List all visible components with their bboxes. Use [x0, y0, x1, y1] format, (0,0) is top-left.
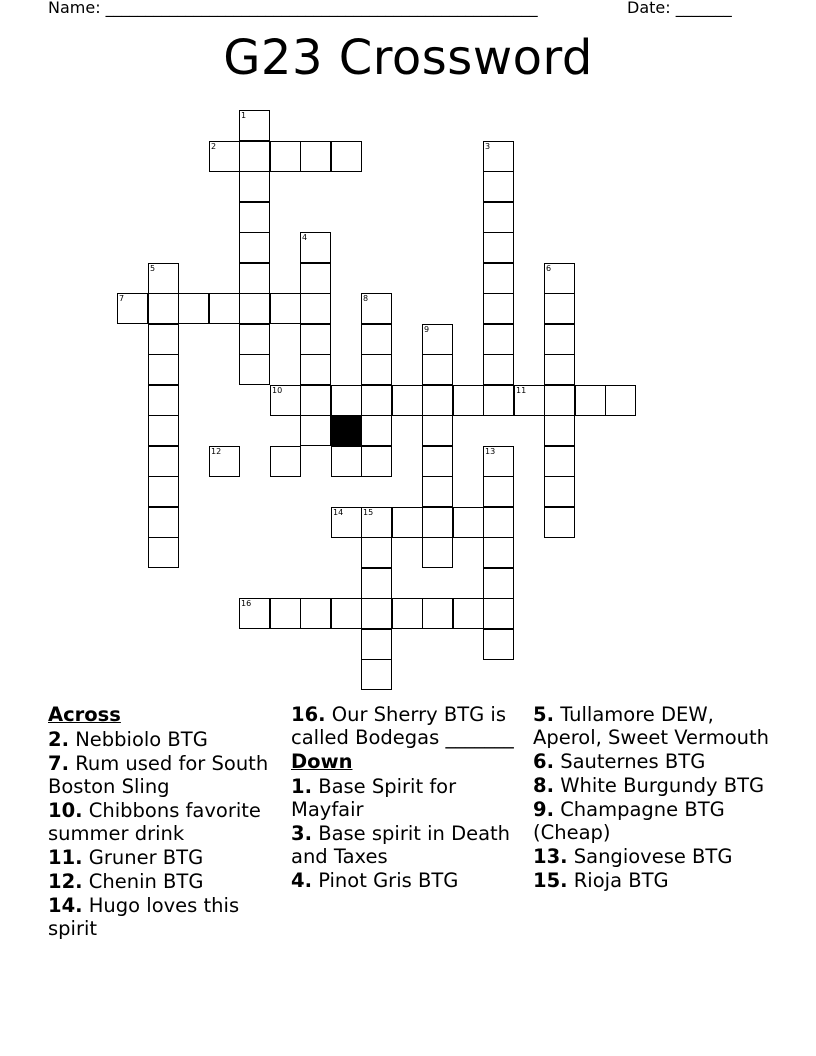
- clue-number-label: 14: [333, 508, 344, 517]
- clues-column-2: [291, 703, 529, 893]
- grid-cell[interactable]: [483, 507, 514, 538]
- clue-across-12: [48, 870, 286, 893]
- grid-cell[interactable]: [483, 354, 514, 385]
- name-field-label: Name: ______________________________________________________: [48, 0, 538, 17]
- clue-number-label: 2: [211, 142, 217, 151]
- clue-down-15: [533, 869, 783, 892]
- clue-text: White Burgundy BTG: [560, 774, 765, 797]
- grid-cell[interactable]: [270, 598, 301, 629]
- grid-cell[interactable]: [239, 354, 270, 385]
- grid-cell[interactable]: [422, 476, 453, 507]
- grid-cell[interactable]: [544, 476, 575, 507]
- grid-cell[interactable]: [361, 385, 392, 416]
- clue-text: Our Sherry BTG is called Bodegas _______: [291, 703, 514, 749]
- grid-cell[interactable]: [270, 293, 301, 324]
- grid-cell[interactable]: [483, 385, 514, 416]
- grid-cell[interactable]: [300, 354, 331, 385]
- grid-cell[interactable]: [422, 446, 453, 477]
- clue-number-label: 3: [485, 142, 491, 151]
- grid-cell[interactable]: [453, 598, 484, 629]
- grid-cell[interactable]: [331, 507, 362, 538]
- clue-number: 3.: [291, 822, 312, 845]
- clue-text: Rum used for South Boston Sling: [48, 752, 269, 798]
- grid-cell[interactable]: [422, 537, 453, 568]
- grid-cell[interactable]: [300, 385, 331, 416]
- grid-cell[interactable]: [331, 385, 362, 416]
- grid-cell[interactable]: [605, 385, 636, 416]
- grid-cell[interactable]: [483, 263, 514, 294]
- grid-cell[interactable]: [300, 141, 331, 172]
- grid-cell[interactable]: [239, 110, 270, 141]
- clue-number: 2.: [48, 728, 69, 751]
- grid-cell[interactable]: [239, 324, 270, 355]
- clue-number-label: 6: [546, 264, 552, 273]
- clue-text: Gruner BTG: [88, 846, 204, 869]
- grid-cell[interactable]: [331, 141, 362, 172]
- grid-cell[interactable]: [453, 385, 484, 416]
- clue-text: Sangiovese BTG: [573, 845, 733, 868]
- grid-cell[interactable]: [361, 293, 392, 324]
- grid-cell[interactable]: [544, 263, 575, 294]
- clue-text: Champagne BTG (Cheap): [533, 798, 725, 844]
- grid-cell[interactable]: [300, 263, 331, 294]
- grid-cell[interactable]: [483, 629, 514, 660]
- clue-number-label: 16: [241, 599, 252, 608]
- grid-cell[interactable]: [300, 415, 331, 446]
- grid-cell[interactable]: [148, 415, 179, 446]
- clue-text: Tullamore DEW, Aperol, Sweet Vermouth: [533, 703, 769, 749]
- clue-across-11: [48, 846, 286, 869]
- clue-across-14: [48, 894, 286, 940]
- clue-number-label: 12: [211, 447, 222, 456]
- grid-cell[interactable]: [300, 324, 331, 355]
- clue-number: 11.: [48, 846, 83, 869]
- grid-cell[interactable]: [483, 202, 514, 233]
- grid-cell[interactable]: [422, 385, 453, 416]
- clue-number: 9.: [533, 798, 554, 821]
- date-field-label: Date: _______: [627, 0, 732, 17]
- grid-cell[interactable]: [361, 659, 392, 690]
- clue-down-13: [533, 845, 783, 868]
- grid-cell[interactable]: [544, 415, 575, 446]
- grid-cell[interactable]: [361, 629, 392, 660]
- grid-cell[interactable]: [422, 507, 453, 538]
- black-square: [331, 415, 362, 446]
- grid-cell[interactable]: [148, 476, 179, 507]
- grid-cell[interactable]: [209, 141, 240, 172]
- clue-number-label: 10: [272, 386, 283, 395]
- clue-number-label: 4: [302, 233, 308, 242]
- clue-number: 16.: [291, 703, 326, 726]
- grid-cell[interactable]: [178, 293, 209, 324]
- clue-down-3: [291, 822, 529, 868]
- grid-cell[interactable]: [331, 446, 362, 477]
- clue-down-6: [533, 750, 783, 773]
- clue-number-label: 8: [363, 294, 369, 303]
- clue-text: Sauternes BTG: [560, 750, 706, 773]
- clue-text: Hugo loves this spirit: [48, 894, 240, 940]
- grid-cell[interactable]: [300, 293, 331, 324]
- grid-cell[interactable]: [544, 293, 575, 324]
- clue-number: 15.: [533, 869, 568, 892]
- clue-across-16: [291, 703, 529, 749]
- grid-cell[interactable]: [392, 507, 423, 538]
- grid-cell[interactable]: [483, 293, 514, 324]
- grid-cell[interactable]: [239, 598, 270, 629]
- grid-cell[interactable]: [544, 385, 575, 416]
- clue-text: Chenin BTG: [88, 870, 204, 893]
- clue-across-10: [48, 799, 286, 845]
- clue-number-label: 13: [485, 447, 496, 456]
- grid-cell[interactable]: [361, 507, 392, 538]
- grid-cell[interactable]: [483, 324, 514, 355]
- grid-cell[interactable]: [392, 598, 423, 629]
- clue-number: 13.: [533, 845, 568, 868]
- clue-text: Pinot Gris BTG: [318, 869, 459, 892]
- grid-cell[interactable]: [361, 324, 392, 355]
- grid-cell[interactable]: [575, 385, 606, 416]
- grid-cell[interactable]: [148, 537, 179, 568]
- grid-cell[interactable]: [483, 446, 514, 477]
- grid-cell[interactable]: [483, 476, 514, 507]
- clue-number: 5.: [533, 703, 554, 726]
- grid-cell[interactable]: [453, 507, 484, 538]
- grid-cell[interactable]: [361, 415, 392, 446]
- grid-cell[interactable]: [483, 537, 514, 568]
- grid-cell[interactable]: [148, 293, 179, 324]
- clue-across-2: [48, 728, 286, 751]
- clue-down-5: [533, 703, 783, 749]
- clue-text: Base Spirit for Mayfair: [291, 775, 457, 821]
- grid-cell[interactable]: [148, 385, 179, 416]
- clue-number-label: 7: [119, 294, 125, 303]
- grid-cell[interactable]: [239, 171, 270, 202]
- grid-cell[interactable]: [148, 446, 179, 477]
- grid-cell[interactable]: [361, 568, 392, 599]
- grid-cell[interactable]: [148, 507, 179, 538]
- grid-cell[interactable]: [483, 171, 514, 202]
- grid-cell[interactable]: [544, 324, 575, 355]
- clue-text: Rioja BTG: [573, 869, 669, 892]
- grid-cell[interactable]: [483, 568, 514, 599]
- grid-cell[interactable]: [544, 354, 575, 385]
- grid-cell[interactable]: [483, 141, 514, 172]
- grid-cell[interactable]: [300, 232, 331, 263]
- clue-down-9: [533, 798, 783, 844]
- clue-number: 4.: [291, 869, 312, 892]
- grid-cell[interactable]: [209, 293, 240, 324]
- grid-cell[interactable]: [483, 232, 514, 263]
- across-heading: Across: [48, 703, 121, 726]
- grid-cell[interactable]: [148, 354, 179, 385]
- grid-cell[interactable]: [392, 385, 423, 416]
- grid-cell[interactable]: [209, 446, 240, 477]
- clue-number: 7.: [48, 752, 69, 775]
- grid-cell[interactable]: [117, 293, 148, 324]
- clue-text: Nebbiolo BTG: [75, 728, 208, 751]
- clue-across-7: [48, 752, 286, 798]
- clue-down-1: [291, 775, 529, 821]
- clue-number-label: 5: [150, 264, 156, 273]
- clue-number-label: 1: [241, 111, 247, 120]
- page-title: G23 Crossword: [223, 30, 593, 86]
- grid-cell[interactable]: [239, 141, 270, 172]
- clue-number-label: 15: [363, 508, 374, 517]
- grid-cell[interactable]: [331, 598, 362, 629]
- clues-column-1: [48, 703, 286, 941]
- grid-cell[interactable]: [148, 263, 179, 294]
- grid-cell[interactable]: [239, 232, 270, 263]
- grid-cell[interactable]: [239, 263, 270, 294]
- grid-cell[interactable]: [422, 415, 453, 446]
- grid-cell[interactable]: [483, 598, 514, 629]
- clue-number-label: 9: [424, 325, 430, 334]
- grid-cell[interactable]: [148, 324, 179, 355]
- clue-down-8: [533, 774, 783, 797]
- grid-cell[interactable]: [544, 446, 575, 477]
- grid-cell[interactable]: [270, 141, 301, 172]
- grid-cell[interactable]: [544, 507, 575, 538]
- grid-cell[interactable]: [361, 598, 392, 629]
- clues-column-3: [533, 703, 783, 893]
- clue-text: Base spirit in Death and Taxes: [291, 822, 511, 868]
- grid-cell[interactable]: [514, 385, 545, 416]
- grid-cell[interactable]: [239, 293, 270, 324]
- grid-cell[interactable]: [422, 324, 453, 355]
- clue-number: 8.: [533, 774, 554, 797]
- clue-number: 1.: [291, 775, 312, 798]
- clue-down-4: [291, 869, 529, 892]
- clue-number: 12.: [48, 870, 83, 893]
- grid-cell[interactable]: [270, 446, 301, 477]
- clue-number: 14.: [48, 894, 83, 917]
- grid-cell[interactable]: [239, 202, 270, 233]
- clue-number: 10.: [48, 799, 83, 822]
- grid-cell[interactable]: [422, 354, 453, 385]
- grid-cell[interactable]: [300, 598, 331, 629]
- clue-text: Chibbons favorite summer drink: [48, 799, 261, 845]
- grid-cell[interactable]: [422, 598, 453, 629]
- down-heading: Down: [291, 750, 353, 773]
- grid-cell[interactable]: [361, 537, 392, 568]
- grid-cell[interactable]: [270, 385, 301, 416]
- clue-number-label: 11: [516, 386, 527, 395]
- clue-number: 6.: [533, 750, 554, 773]
- grid-cell[interactable]: [361, 446, 392, 477]
- grid-cell[interactable]: [361, 354, 392, 385]
